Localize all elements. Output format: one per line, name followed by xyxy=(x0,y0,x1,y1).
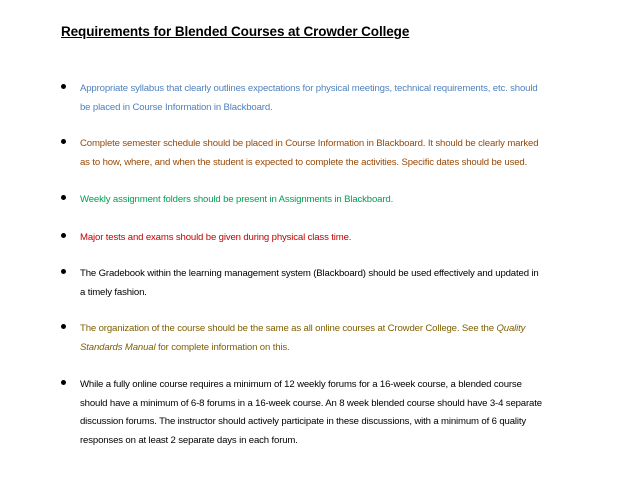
text-line: should have a minimum of 6-8 forums in a 16-week course. An 8 week blended course should have 3-4 separate xyxy=(80,397,542,409)
text-segment: The organization of the course should be the same as all online courses at Crowder College. See the xyxy=(80,323,497,334)
bullet-icon xyxy=(61,84,66,89)
bullet-icon xyxy=(61,324,66,329)
requirement-text xyxy=(80,265,580,302)
text-line: While a fully online course requires a minimum of 12 weekly forums for a 16-week course, a blended course xyxy=(80,379,522,390)
requirement-text xyxy=(80,135,580,172)
text-line xyxy=(80,320,580,339)
text-line: Weekly assignment folders should be present in Assignments in Blackboard. xyxy=(80,194,394,205)
bullet-icon xyxy=(61,195,66,200)
text-line: be placed in Course Information in Blackboard. xyxy=(80,101,273,113)
requirement-text xyxy=(80,376,580,450)
text-line: Appropriate syllabus that clearly outlines expectations for physical meetings, technical requirements, etc. should xyxy=(80,83,538,94)
italic-reference: Standards Manual xyxy=(80,341,156,353)
italic-reference: Quality xyxy=(496,323,526,334)
document-title: Requirements for Blended Courses at Crowder College xyxy=(61,24,410,39)
text-line: responses on at least 2 separate days in each forum. xyxy=(80,434,298,446)
requirement-text xyxy=(80,229,580,248)
requirement-text xyxy=(80,191,580,210)
requirement-text xyxy=(80,320,580,357)
text-line: discussion forums. The instructor should actively participate in these discussions, with a minimum of 6 quality xyxy=(80,416,527,427)
bullet-icon xyxy=(61,269,66,274)
text-segment: for complete information on this. xyxy=(155,341,290,353)
text-line: The Gradebook within the learning management system (Blackboard) should be used effectively and updated in xyxy=(80,268,539,279)
bullet-icon xyxy=(61,139,66,144)
bullet-icon xyxy=(61,380,66,385)
bullet-icon xyxy=(61,233,66,238)
text-line: Major tests and exams should be given during physical class time. xyxy=(80,232,352,243)
text-line: a timely fashion. xyxy=(80,286,147,298)
text-line xyxy=(80,339,580,358)
text-line: as to how, where, and when the student is expected to complete the activities. Specific dates should be used. xyxy=(80,156,528,168)
requirement-text xyxy=(80,80,580,117)
text-line: Complete semester schedule should be placed in Course Information in Blackboard. It should be clearly marked xyxy=(80,138,539,149)
